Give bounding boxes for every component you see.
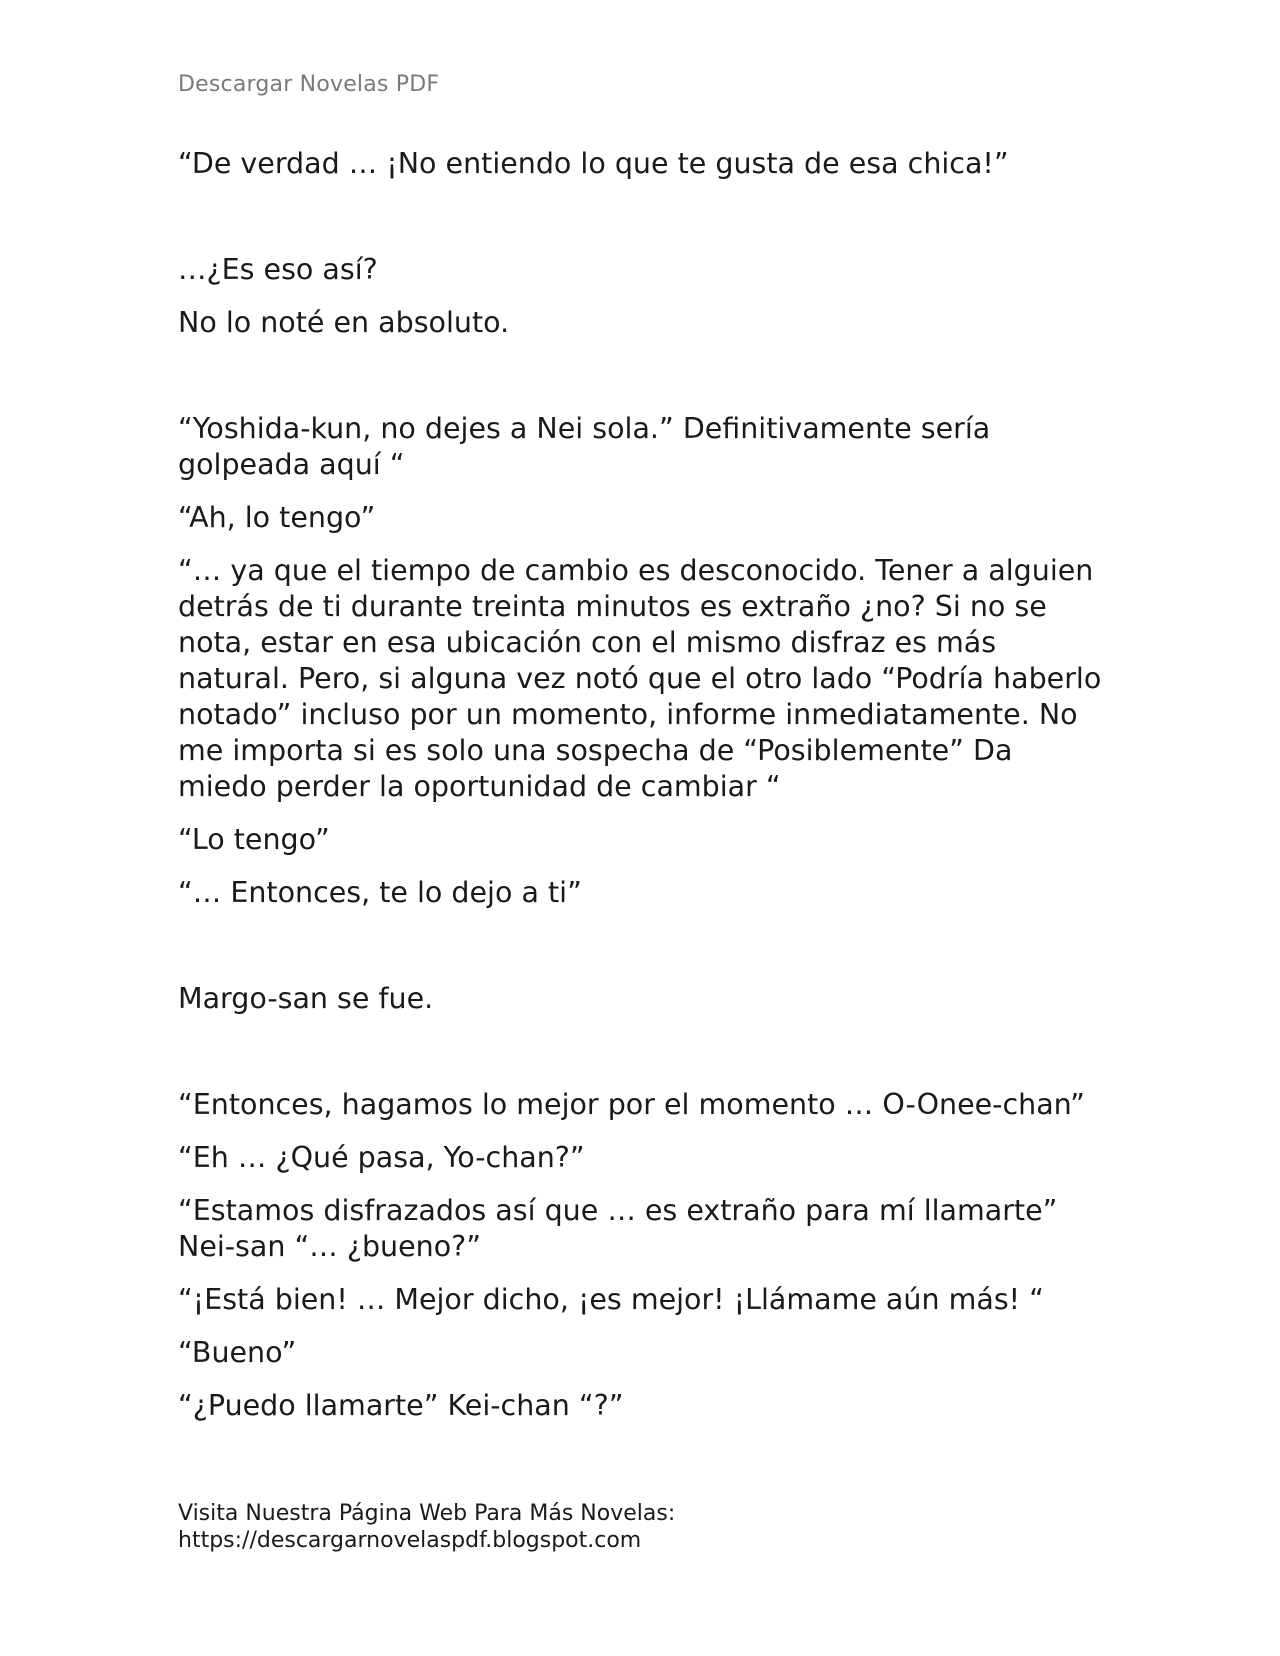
paragraph-spacer [178, 911, 1108, 981]
paragraph-spacer [178, 1176, 1108, 1193]
paragraph: “Bueno” [178, 1336, 297, 1369]
paragraph-spacer [178, 536, 1108, 553]
paragraph-spacer [178, 858, 1108, 875]
page-header: Descargar Novelas PDF [178, 72, 440, 97]
paragraph: Margo-san se fue. [178, 982, 434, 1015]
document-body [178, 146, 1108, 1424]
paragraph: …¿Es eso así? [178, 253, 378, 286]
paragraph-spacer [178, 805, 1108, 822]
paragraph: “De verdad … ¡No entiendo lo que te gusta de esa chica!” [178, 147, 1009, 180]
page-footer [178, 1500, 675, 1554]
paragraph: “Estamos disfrazados así que … es extraño para mí llamarte” Nei-san “… ¿bueno?” [178, 1194, 1058, 1263]
paragraph-spacer [178, 341, 1108, 411]
footer-url: https://descargarnovelaspdf.blogspot.com [178, 1528, 642, 1553]
paragraph-spacer [178, 1371, 1108, 1388]
paragraph: “Eh … ¿Qué pasa, Yo-chan?” [178, 1141, 585, 1174]
paragraph: “¿Puedo llamarte” Kei-chan “?” [178, 1389, 624, 1422]
paragraph: No lo noté en absoluto. [178, 306, 510, 339]
paragraph: “Yoshida-kun, no dejes a Nei sola.” Definitivamente sería golpeada aquí “ [178, 412, 991, 481]
footer-promo-text: Visita Nuestra Página Web Para Más Novelas: [178, 1501, 676, 1526]
paragraph-spacer [178, 1318, 1108, 1335]
paragraph: “Lo tengo” [178, 823, 330, 856]
paragraph: “Ah, lo tengo” [178, 501, 376, 534]
paragraph-spacer [178, 1017, 1108, 1087]
paragraph: “… ya que el tiempo de cambio es desconocido. Tener a alguien detrás de ti durante treinta minutos es extraño ¿no? Si no se nota, estar en esa ubicación con el mismo disfraz es más natural. Pero, si alguna vez notó que el otro lado “Podría haberlo notado” incluso por un momento, informe inmediatamente. No me importa si es solo una sospecha de “Posiblemente” Da miedo perder la oportunidad de cambiar “ [178, 554, 1102, 803]
paragraph-spacer [178, 182, 1108, 252]
paragraph: “¡Está bien! … Mejor dicho, ¡es mejor! ¡Llámame aún más! “ [178, 1283, 1044, 1316]
paragraph-spacer [178, 1265, 1108, 1282]
paragraph: “Entonces, hagamos lo mejor por el momento … O-Onee-chan” [178, 1088, 1085, 1121]
paragraph-spacer [178, 483, 1108, 500]
paragraph-spacer [178, 1123, 1108, 1140]
paragraph: “… Entonces, te lo dejo a ti” [178, 876, 582, 909]
paragraph-spacer [178, 288, 1108, 305]
